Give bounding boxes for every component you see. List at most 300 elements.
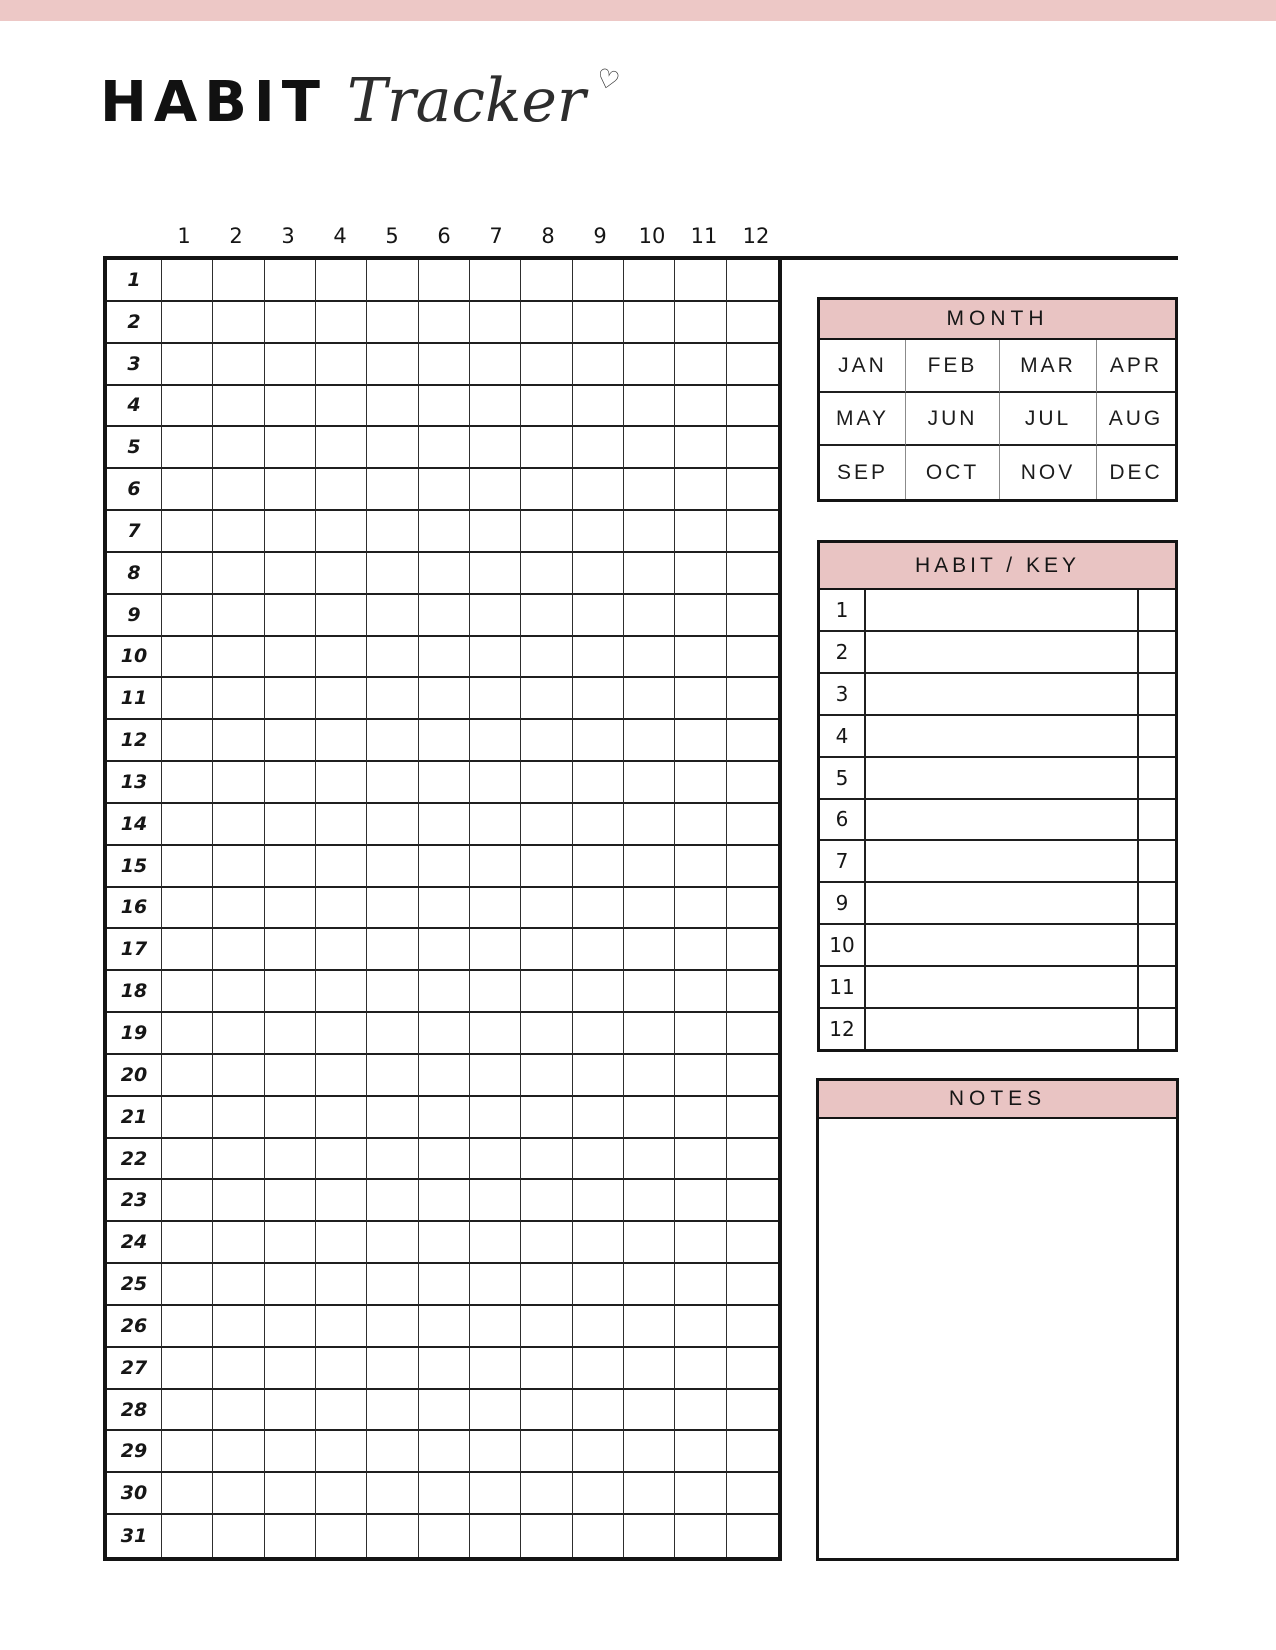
- grid-cell[interactable]: [675, 1222, 726, 1264]
- grid-cell[interactable]: [265, 1348, 316, 1390]
- grid-cell[interactable]: [470, 1139, 521, 1181]
- grid-cell[interactable]: [624, 595, 675, 637]
- grid-cell[interactable]: [265, 1139, 316, 1181]
- grid-cell[interactable]: [624, 846, 675, 888]
- grid-cell[interactable]: [470, 595, 521, 637]
- grid-cell[interactable]: [367, 637, 418, 679]
- grid-cell[interactable]: [727, 511, 778, 553]
- grid-cell[interactable]: [624, 427, 675, 469]
- grid-cell[interactable]: [573, 1515, 624, 1557]
- grid-cell[interactable]: [316, 1180, 367, 1222]
- grid-cell[interactable]: [727, 846, 778, 888]
- grid-cell[interactable]: [367, 344, 418, 386]
- grid-cell[interactable]: [367, 1515, 418, 1557]
- grid-cell[interactable]: [727, 804, 778, 846]
- grid-cell[interactable]: [367, 1222, 418, 1264]
- grid-cell[interactable]: [675, 1139, 726, 1181]
- grid-cell[interactable]: [624, 929, 675, 971]
- grid-cell[interactable]: [162, 344, 213, 386]
- grid-cell[interactable]: [265, 762, 316, 804]
- grid-cell[interactable]: [624, 1222, 675, 1264]
- grid-cell[interactable]: [265, 1306, 316, 1348]
- grid-cell[interactable]: [162, 469, 213, 511]
- grid-cell[interactable]: [213, 1097, 264, 1139]
- grid-cell[interactable]: [521, 804, 572, 846]
- grid-cell[interactable]: [470, 720, 521, 762]
- grid-cell[interactable]: [162, 553, 213, 595]
- month-cell[interactable]: JUL: [1000, 393, 1097, 446]
- grid-cell[interactable]: [470, 553, 521, 595]
- grid-cell[interactable]: [265, 1390, 316, 1432]
- month-cell[interactable]: OCT: [906, 446, 1000, 499]
- grid-cell[interactable]: [727, 1473, 778, 1515]
- grid-cell[interactable]: [162, 1139, 213, 1181]
- grid-cell[interactable]: [521, 1390, 572, 1432]
- month-cell[interactable]: MAY: [820, 393, 906, 446]
- habit-key-field[interactable]: [1137, 590, 1175, 630]
- grid-cell[interactable]: [419, 1097, 470, 1139]
- grid-cell[interactable]: [316, 302, 367, 344]
- grid-cell[interactable]: [213, 1139, 264, 1181]
- grid-cell[interactable]: [727, 1264, 778, 1306]
- grid-cell[interactable]: [675, 1390, 726, 1432]
- grid-cell[interactable]: [573, 1264, 624, 1306]
- grid-cell[interactable]: [470, 929, 521, 971]
- grid-cell[interactable]: [316, 1306, 367, 1348]
- grid-cell[interactable]: [265, 302, 316, 344]
- grid-cell[interactable]: [213, 804, 264, 846]
- grid-cell[interactable]: [419, 762, 470, 804]
- grid-cell[interactable]: [162, 427, 213, 469]
- habit-key-field[interactable]: [1137, 800, 1175, 840]
- grid-cell[interactable]: [521, 1348, 572, 1390]
- grid-cell[interactable]: [316, 1390, 367, 1432]
- grid-cell[interactable]: [316, 260, 367, 302]
- grid-cell[interactable]: [213, 637, 264, 679]
- grid-cell[interactable]: [265, 1222, 316, 1264]
- grid-cell[interactable]: [419, 1013, 470, 1055]
- grid-cell[interactable]: [213, 302, 264, 344]
- grid-cell[interactable]: [213, 1013, 264, 1055]
- grid-cell[interactable]: [213, 344, 264, 386]
- grid-cell[interactable]: [265, 971, 316, 1013]
- grid-cell[interactable]: [727, 260, 778, 302]
- grid-cell[interactable]: [265, 720, 316, 762]
- grid-cell[interactable]: [419, 720, 470, 762]
- grid-cell[interactable]: [675, 846, 726, 888]
- grid-cell[interactable]: [316, 637, 367, 679]
- grid-cell[interactable]: [419, 260, 470, 302]
- grid-cell[interactable]: [521, 344, 572, 386]
- grid-cell[interactable]: [265, 804, 316, 846]
- grid-cell[interactable]: [316, 1055, 367, 1097]
- grid-cell[interactable]: [265, 1097, 316, 1139]
- grid-cell[interactable]: [419, 1390, 470, 1432]
- grid-cell[interactable]: [419, 1180, 470, 1222]
- grid-cell[interactable]: [213, 929, 264, 971]
- grid-cell[interactable]: [521, 971, 572, 1013]
- grid-cell[interactable]: [521, 720, 572, 762]
- grid-cell[interactable]: [727, 1222, 778, 1264]
- grid-cell[interactable]: [675, 386, 726, 428]
- grid-cell[interactable]: [521, 1180, 572, 1222]
- grid-cell[interactable]: [419, 846, 470, 888]
- grid-cell[interactable]: [419, 678, 470, 720]
- grid-cell[interactable]: [675, 344, 726, 386]
- grid-cell[interactable]: [624, 804, 675, 846]
- grid-cell[interactable]: [573, 595, 624, 637]
- grid-cell[interactable]: [624, 720, 675, 762]
- grid-cell[interactable]: [316, 1013, 367, 1055]
- grid-cell[interactable]: [316, 804, 367, 846]
- grid-cell[interactable]: [162, 720, 213, 762]
- grid-cell[interactable]: [470, 1013, 521, 1055]
- grid-cell[interactable]: [162, 260, 213, 302]
- grid-cell[interactable]: [470, 1348, 521, 1390]
- grid-cell[interactable]: [521, 1431, 572, 1473]
- grid-cell[interactable]: [573, 1306, 624, 1348]
- grid-cell[interactable]: [316, 595, 367, 637]
- grid-cell[interactable]: [367, 1180, 418, 1222]
- grid-cell[interactable]: [213, 260, 264, 302]
- grid-cell[interactable]: [367, 929, 418, 971]
- grid-cell[interactable]: [573, 678, 624, 720]
- grid-cell[interactable]: [573, 637, 624, 679]
- grid-cell[interactable]: [521, 888, 572, 930]
- grid-cell[interactable]: [470, 678, 521, 720]
- grid-cell[interactable]: [573, 971, 624, 1013]
- grid-cell[interactable]: [675, 678, 726, 720]
- grid-cell[interactable]: [573, 302, 624, 344]
- grid-cell[interactable]: [624, 1097, 675, 1139]
- grid-cell[interactable]: [573, 1180, 624, 1222]
- grid-cell[interactable]: [624, 971, 675, 1013]
- grid-cell[interactable]: [367, 1348, 418, 1390]
- grid-cell[interactable]: [213, 1473, 264, 1515]
- grid-cell[interactable]: [162, 678, 213, 720]
- grid-cell[interactable]: [316, 1139, 367, 1181]
- grid-cell[interactable]: [419, 1139, 470, 1181]
- grid-cell[interactable]: [573, 929, 624, 971]
- grid-cell[interactable]: [675, 1180, 726, 1222]
- grid-cell[interactable]: [727, 1515, 778, 1557]
- grid-cell[interactable]: [727, 302, 778, 344]
- grid-cell[interactable]: [624, 1264, 675, 1306]
- grid-cell[interactable]: [624, 637, 675, 679]
- grid-cell[interactable]: [521, 637, 572, 679]
- grid-cell[interactable]: [727, 1055, 778, 1097]
- month-cell[interactable]: JAN: [820, 340, 906, 393]
- grid-cell[interactable]: [265, 1264, 316, 1306]
- grid-cell[interactable]: [727, 678, 778, 720]
- grid-cell[interactable]: [419, 595, 470, 637]
- grid-cell[interactable]: [624, 1306, 675, 1348]
- grid-cell[interactable]: [162, 1097, 213, 1139]
- grid-cell[interactable]: [675, 1348, 726, 1390]
- habit-name-field[interactable]: [866, 800, 1137, 840]
- grid-cell[interactable]: [727, 929, 778, 971]
- grid-cell[interactable]: [727, 1097, 778, 1139]
- month-cell[interactable]: AUG: [1097, 393, 1175, 446]
- grid-cell[interactable]: [316, 888, 367, 930]
- grid-cell[interactable]: [316, 762, 367, 804]
- grid-cell[interactable]: [316, 1515, 367, 1557]
- grid-cell[interactable]: [265, 1431, 316, 1473]
- grid-cell[interactable]: [367, 427, 418, 469]
- grid-cell[interactable]: [265, 595, 316, 637]
- grid-cell[interactable]: [367, 1431, 418, 1473]
- grid-cell[interactable]: [727, 1013, 778, 1055]
- grid-cell[interactable]: [316, 1264, 367, 1306]
- grid-cell[interactable]: [162, 846, 213, 888]
- grid-cell[interactable]: [367, 678, 418, 720]
- grid-cell[interactable]: [265, 469, 316, 511]
- month-cell[interactable]: JUN: [906, 393, 1000, 446]
- grid-cell[interactable]: [624, 678, 675, 720]
- grid-cell[interactable]: [727, 720, 778, 762]
- grid-cell[interactable]: [675, 1431, 726, 1473]
- grid-cell[interactable]: [419, 1264, 470, 1306]
- grid-cell[interactable]: [727, 469, 778, 511]
- grid-cell[interactable]: [162, 804, 213, 846]
- grid-cell[interactable]: [367, 1473, 418, 1515]
- grid-cell[interactable]: [213, 469, 264, 511]
- grid-cell[interactable]: [470, 1473, 521, 1515]
- grid-cell[interactable]: [367, 1390, 418, 1432]
- grid-cell[interactable]: [727, 762, 778, 804]
- grid-cell[interactable]: [675, 553, 726, 595]
- grid-cell[interactable]: [624, 302, 675, 344]
- grid-cell[interactable]: [419, 1515, 470, 1557]
- grid-cell[interactable]: [470, 1390, 521, 1432]
- grid-cell[interactable]: [521, 1055, 572, 1097]
- grid-cell[interactable]: [470, 1097, 521, 1139]
- grid-cell[interactable]: [470, 511, 521, 553]
- grid-cell[interactable]: [675, 888, 726, 930]
- grid-cell[interactable]: [162, 1473, 213, 1515]
- grid-cell[interactable]: [675, 1264, 726, 1306]
- grid-cell[interactable]: [470, 1055, 521, 1097]
- grid-cell[interactable]: [624, 1515, 675, 1557]
- grid-cell[interactable]: [213, 1264, 264, 1306]
- habit-key-field[interactable]: [1137, 883, 1175, 923]
- grid-cell[interactable]: [573, 386, 624, 428]
- habit-name-field[interactable]: [866, 632, 1137, 672]
- grid-cell[interactable]: [419, 1306, 470, 1348]
- grid-cell[interactable]: [265, 637, 316, 679]
- grid-cell[interactable]: [367, 762, 418, 804]
- grid-cell[interactable]: [573, 1431, 624, 1473]
- grid-cell[interactable]: [521, 469, 572, 511]
- grid-cell[interactable]: [573, 1390, 624, 1432]
- grid-cell[interactable]: [727, 427, 778, 469]
- grid-cell[interactable]: [573, 1013, 624, 1055]
- grid-cell[interactable]: [727, 595, 778, 637]
- habit-key-field[interactable]: [1137, 925, 1175, 965]
- grid-cell[interactable]: [675, 804, 726, 846]
- grid-cell[interactable]: [316, 1431, 367, 1473]
- grid-cell[interactable]: [573, 1222, 624, 1264]
- grid-cell[interactable]: [573, 720, 624, 762]
- grid-cell[interactable]: [265, 678, 316, 720]
- grid-cell[interactable]: [470, 386, 521, 428]
- grid-cell[interactable]: [521, 678, 572, 720]
- grid-cell[interactable]: [675, 762, 726, 804]
- grid-cell[interactable]: [162, 971, 213, 1013]
- grid-cell[interactable]: [675, 1055, 726, 1097]
- grid-cell[interactable]: [419, 1348, 470, 1390]
- grid-cell[interactable]: [727, 971, 778, 1013]
- habit-key-field[interactable]: [1137, 632, 1175, 672]
- grid-cell[interactable]: [675, 637, 726, 679]
- grid-cell[interactable]: [265, 846, 316, 888]
- grid-cell[interactable]: [727, 888, 778, 930]
- grid-cell[interactable]: [367, 1097, 418, 1139]
- grid-cell[interactable]: [675, 427, 726, 469]
- grid-cell[interactable]: [727, 1390, 778, 1432]
- grid-cell[interactable]: [162, 1013, 213, 1055]
- grid-cell[interactable]: [367, 971, 418, 1013]
- grid-cell[interactable]: [675, 1306, 726, 1348]
- grid-cell[interactable]: [162, 595, 213, 637]
- grid-cell[interactable]: [624, 1390, 675, 1432]
- grid-cell[interactable]: [521, 1264, 572, 1306]
- grid-cell[interactable]: [419, 929, 470, 971]
- grid-cell[interactable]: [265, 344, 316, 386]
- grid-cell[interactable]: [573, 469, 624, 511]
- grid-cell[interactable]: [727, 344, 778, 386]
- grid-cell[interactable]: [419, 1473, 470, 1515]
- grid-cell[interactable]: [316, 929, 367, 971]
- grid-cell[interactable]: [675, 1515, 726, 1557]
- grid-cell[interactable]: [573, 427, 624, 469]
- grid-cell[interactable]: [624, 511, 675, 553]
- month-cell[interactable]: DEC: [1109, 460, 1163, 484]
- grid-cell[interactable]: [624, 553, 675, 595]
- grid-cell[interactable]: [624, 1348, 675, 1390]
- grid-cell[interactable]: [213, 1515, 264, 1557]
- grid-cell[interactable]: [162, 1222, 213, 1264]
- grid-cell[interactable]: [470, 260, 521, 302]
- grid-cell[interactable]: [162, 1055, 213, 1097]
- grid-cell[interactable]: [419, 971, 470, 1013]
- grid-cell[interactable]: [419, 888, 470, 930]
- grid-cell[interactable]: [470, 637, 521, 679]
- grid-cell[interactable]: [213, 595, 264, 637]
- habit-name-field[interactable]: [866, 590, 1137, 630]
- grid-cell[interactable]: [470, 1515, 521, 1557]
- grid-cell[interactable]: [727, 637, 778, 679]
- grid-cell[interactable]: [470, 888, 521, 930]
- grid-cell[interactable]: [675, 720, 726, 762]
- grid-cell[interactable]: [316, 386, 367, 428]
- grid-cell[interactable]: [521, 1139, 572, 1181]
- grid-cell[interactable]: [265, 1180, 316, 1222]
- grid-cell[interactable]: [675, 1013, 726, 1055]
- grid-cell[interactable]: [265, 260, 316, 302]
- notes-area[interactable]: [819, 1119, 1176, 1558]
- grid-cell[interactable]: [470, 971, 521, 1013]
- habit-key-field[interactable]: [1137, 674, 1175, 714]
- habit-name-field[interactable]: [866, 841, 1137, 881]
- grid-cell[interactable]: [727, 1306, 778, 1348]
- grid-cell[interactable]: [316, 971, 367, 1013]
- month-cell[interactable]: NOV: [1000, 446, 1097, 499]
- grid-cell[interactable]: [419, 469, 470, 511]
- grid-cell[interactable]: [521, 553, 572, 595]
- grid-cell[interactable]: [367, 1139, 418, 1181]
- grid-cell[interactable]: [213, 1180, 264, 1222]
- grid-cell[interactable]: [213, 1390, 264, 1432]
- grid-cell[interactable]: [162, 1515, 213, 1557]
- grid-cell[interactable]: [316, 1348, 367, 1390]
- grid-cell[interactable]: [419, 302, 470, 344]
- grid-cell[interactable]: [162, 929, 213, 971]
- grid-cell[interactable]: [367, 386, 418, 428]
- grid-cell[interactable]: [162, 1306, 213, 1348]
- grid-cell[interactable]: [419, 511, 470, 553]
- grid-cell[interactable]: [265, 553, 316, 595]
- grid-cell[interactable]: [470, 302, 521, 344]
- grid-cell[interactable]: [213, 678, 264, 720]
- grid-cell[interactable]: [265, 888, 316, 930]
- habit-name-field[interactable]: [866, 883, 1137, 923]
- grid-cell[interactable]: [470, 1431, 521, 1473]
- grid-cell[interactable]: [367, 1013, 418, 1055]
- grid-cell[interactable]: [675, 1473, 726, 1515]
- grid-cell[interactable]: [675, 511, 726, 553]
- grid-cell[interactable]: [162, 1390, 213, 1432]
- grid-cell[interactable]: [727, 1431, 778, 1473]
- grid-cell[interactable]: [162, 1264, 213, 1306]
- habit-name-field[interactable]: [866, 1009, 1137, 1049]
- grid-cell[interactable]: [573, 1055, 624, 1097]
- grid-cell[interactable]: [624, 1431, 675, 1473]
- grid-cell[interactable]: [367, 1264, 418, 1306]
- grid-cell[interactable]: [213, 1306, 264, 1348]
- grid-cell[interactable]: [573, 888, 624, 930]
- grid-cell[interactable]: [367, 888, 418, 930]
- grid-cell[interactable]: [727, 1139, 778, 1181]
- grid-cell[interactable]: [624, 1139, 675, 1181]
- grid-cell[interactable]: [213, 1348, 264, 1390]
- grid-cell[interactable]: [265, 1515, 316, 1557]
- grid-cell[interactable]: [470, 1306, 521, 1348]
- grid-cell[interactable]: [316, 1222, 367, 1264]
- grid-cell[interactable]: [367, 511, 418, 553]
- grid-cell[interactable]: [675, 595, 726, 637]
- habit-name-field[interactable]: [866, 716, 1137, 756]
- grid-cell[interactable]: [521, 1306, 572, 1348]
- grid-cell[interactable]: [265, 929, 316, 971]
- grid-cell[interactable]: [470, 1180, 521, 1222]
- habit-name-field[interactable]: [866, 758, 1137, 798]
- grid-cell[interactable]: [624, 344, 675, 386]
- grid-cell[interactable]: [213, 511, 264, 553]
- grid-cell[interactable]: [265, 1013, 316, 1055]
- grid-cell[interactable]: [367, 846, 418, 888]
- grid-cell[interactable]: [316, 846, 367, 888]
- grid-cell[interactable]: [419, 1055, 470, 1097]
- grid-cell[interactable]: [419, 344, 470, 386]
- habit-key-field[interactable]: [1137, 716, 1175, 756]
- grid-cell[interactable]: [213, 427, 264, 469]
- grid-cell[interactable]: [213, 1055, 264, 1097]
- grid-cell[interactable]: [470, 344, 521, 386]
- grid-cell[interactable]: [419, 804, 470, 846]
- grid-cell[interactable]: [367, 595, 418, 637]
- grid-cell[interactable]: [521, 1013, 572, 1055]
